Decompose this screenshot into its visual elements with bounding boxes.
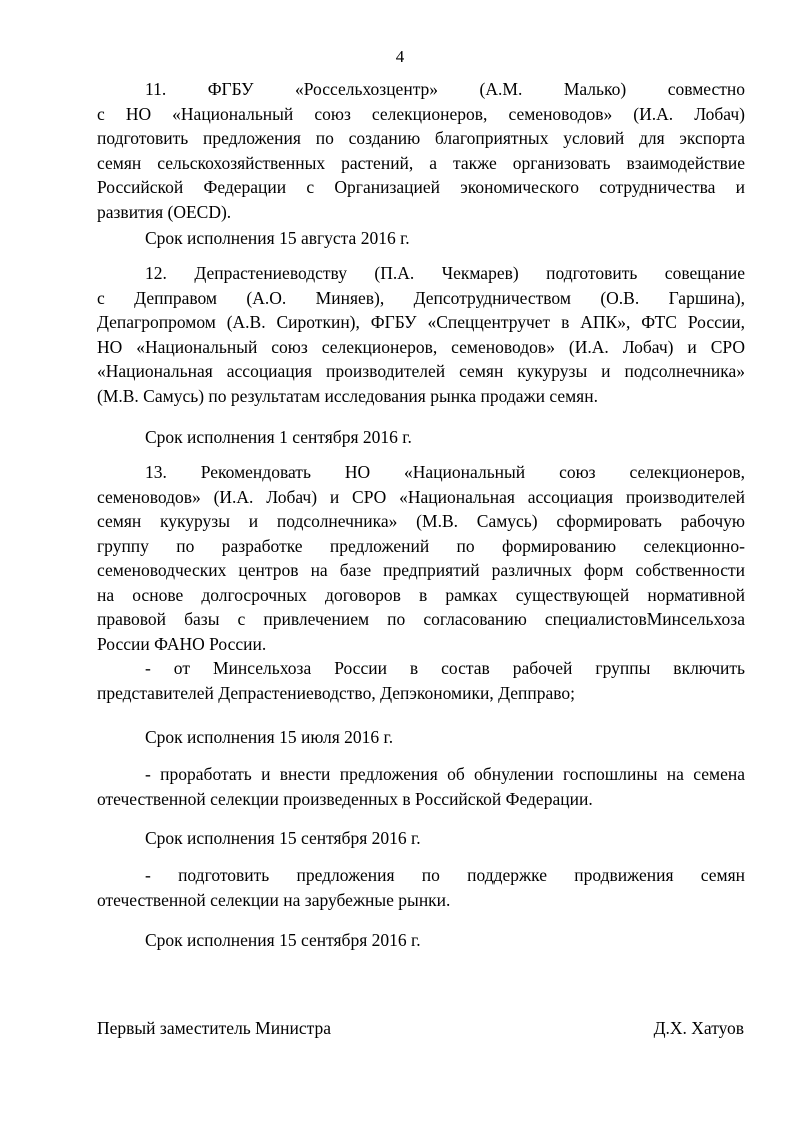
paragraph-line: подготовить предложения по созданию благоприятных условий для экспорта (97, 128, 745, 148)
item-12-paragraph (97, 261, 745, 408)
item-11-paragraph (97, 77, 745, 224)
deadline-item-13: Срок исполнения 15 июля 2016 г. (145, 727, 394, 747)
paragraph-line: - подготовить предложения по поддержке продвижения семян (145, 865, 745, 885)
paragraph-line: «Национальная ассоциация производителей семян кукурузы и подсолнечника» (97, 361, 745, 381)
paragraph-line: семян кукурузы и подсолнечника» (М.В. Самусь) сформировать рабочую (97, 511, 745, 531)
paragraph-line: отечественной селекции на зарубежные рынки. (97, 889, 451, 910)
paragraph-line: отечественной селекции произведенных в Российской Федерации. (97, 788, 593, 809)
paragraph-line: НО «Национальный союз селекционеров, семеноводов» (И.А. Лобач) и СРО (97, 336, 745, 357)
paragraph-line: правовой базы с привлечением по согласованию специалистовМинсельхоза (97, 609, 745, 629)
paragraph-line: с НО «Национальный союз селекционеров, семеноводов» (И.А. Лобач) (97, 103, 745, 124)
paragraph-line: 12. Депрастениеводству (П.А. Чекмарев) подготовить совещание (145, 263, 745, 283)
paragraph-line: Депагропромом (А.В. Сироткин), ФГБУ «Спеццентручет в АПК», ФТС России, (97, 312, 745, 332)
paragraph-line: представителей Депрастениеводство, Депэкономики, Депправо; (97, 682, 575, 703)
paragraph-line: семян сельскохозяйственных растений, а также организовать взаимодействие (97, 152, 745, 173)
paragraph-line: Российской Федерации с Организацией экономического сотрудничества и (97, 177, 745, 197)
deadline-item-11: Срок исполнения 15 августа 2016 г. (145, 228, 410, 248)
subitem-foreign-markets-paragraph (97, 863, 745, 912)
paragraph-line: - от Минсельхоза России в состав рабочей группы включить (145, 658, 745, 678)
paragraph-line: семеноводческих центров на базе предприятий различных форм собственности (97, 560, 745, 580)
deadline-item-12: Срок исполнения 1 сентября 2016 г. (145, 427, 412, 447)
deadline-state-duty: Срок исполнения 15 сентября 2016 г. (145, 828, 421, 848)
paragraph-line: с Депправом (А.О. Миняев), Депсотрудничеством (О.В. Гаршина), (97, 287, 745, 308)
paragraph-line: развития (OECD). (97, 201, 232, 222)
paragraph-line: России ФАНО России. (97, 633, 267, 654)
deadline-foreign-markets: Срок исполнения 15 сентября 2016 г. (145, 930, 421, 950)
signatory-name: Д.Х. Хатуов (653, 1018, 744, 1038)
paragraph-line: (М.В. Самусь) по результатам исследования рынка продажи семян. (97, 385, 598, 406)
item-13-paragraph (97, 460, 745, 705)
paragraph-line: группу по разработке предложений по формированию селекционно- (97, 535, 745, 556)
paragraph-line: 11. ФГБУ «Россельхозцентр» (А.М. Малько) совместно (145, 79, 745, 99)
paragraph-line: на основе долгосрочных договоров в рамках существующей нормативной (97, 584, 745, 605)
page-number: 4 (395, 47, 405, 66)
paragraph-line: 13. Рекомендовать НО «Национальный союз селекционеров, (145, 462, 745, 482)
signatory-position: Первый заместитель Министра (97, 1018, 331, 1038)
paragraph-line: семеноводов» (И.А. Лобач) и СРО «Национальная ассоциация производителей (97, 486, 745, 507)
subitem-state-duty-paragraph (97, 762, 745, 811)
paragraph-line: - проработать и внести предложения об обнулении госпошлины на семена (145, 764, 745, 784)
